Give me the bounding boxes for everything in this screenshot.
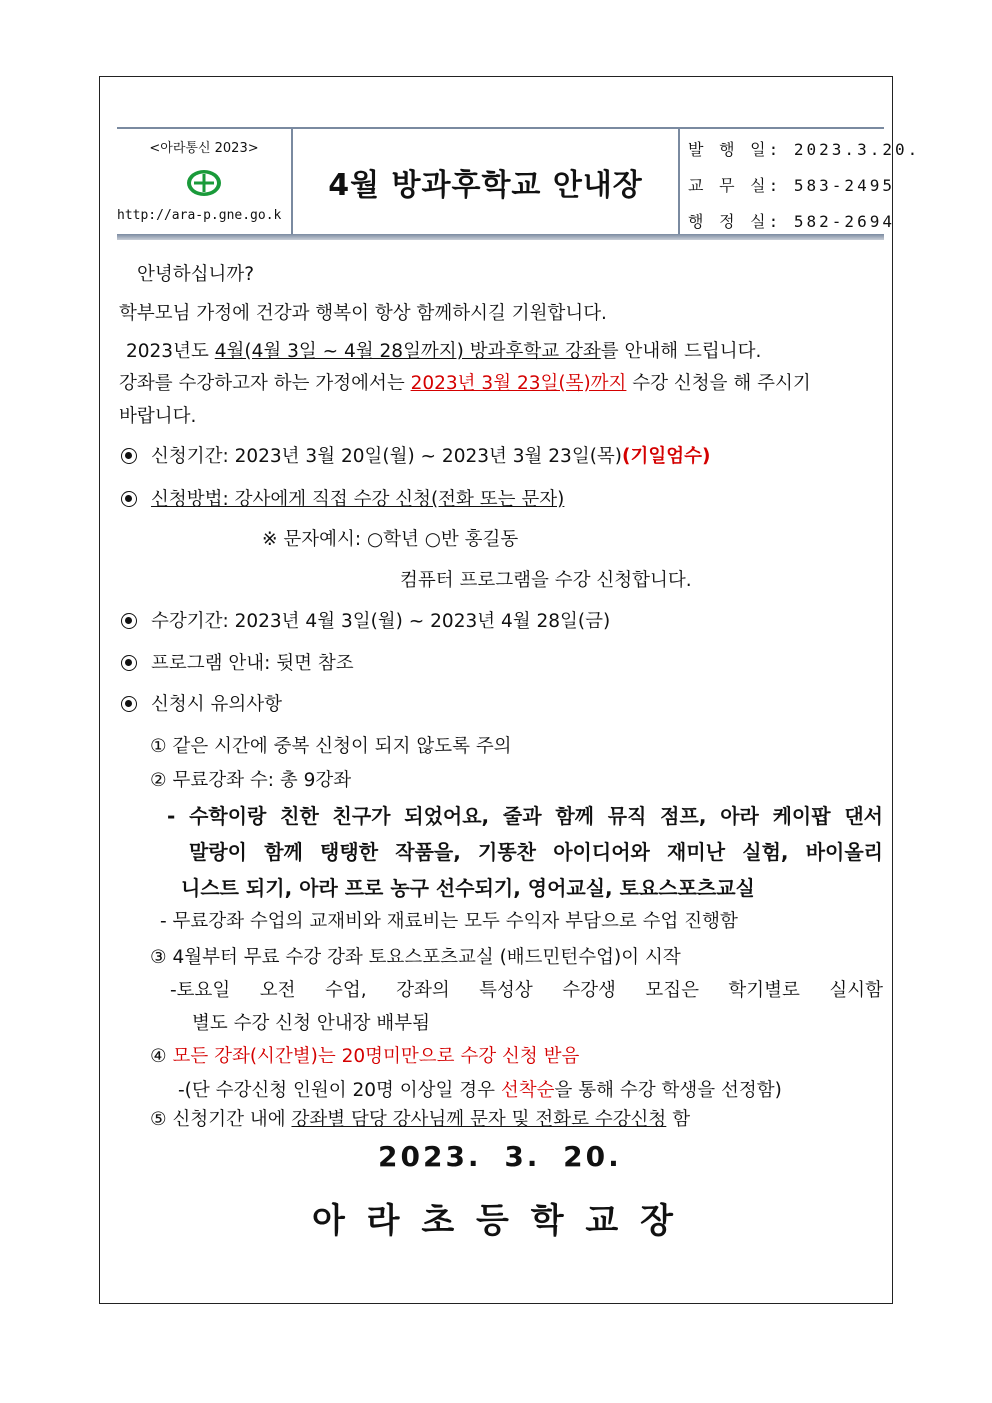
program-info-text: 프로그램 안내: 뒷면 참조 [151,653,354,674]
letterhead-left [117,129,293,234]
note-5: ⑤ 신청기간 내에 강좌별 담당 강사님께 문자 및 전화로 수강신청 함 [150,1109,691,1130]
bullet-icon [121,448,137,464]
intro-paragraph [126,337,761,363]
bullet-icon [121,613,137,629]
bullet-icon [121,655,137,671]
school-logo-icon [186,169,222,197]
newsletter-label: <아라통신 2023> [149,141,259,156]
note-3-detail-1: -토요일 오전 수업, 강좌의 특성상 수강생 모집은 학기별로 실시함 [170,980,883,1001]
admin-office-phone: 행 정 실: 582-2694 [688,212,895,231]
letterhead-title-cell [293,129,680,234]
free-courses-note: - 무료강좌 수업의 교재비와 재료비는 모두 수익자 부담으로 수업 진행함 [160,911,738,932]
free-courses-line-2: 말랑이 함께 탱탱한 작품을, 기똥찬 아이디어와 재미난 실험, 바이올리 [189,840,883,864]
note-2: ② 무료강좌 수: 총 9강좌 [150,770,352,791]
greeting: 안녕하십니까? [137,264,255,285]
letterhead-divider [117,234,884,240]
staff-room-phone: 교 무 실: 583-2495 [688,176,895,195]
method-text: 신청방법: 강사에게 직접 수강 신청(전화 또는 문자) [151,489,565,510]
note-5-highlight: 강좌별 담당 강사님께 문자 및 전화로 수강신청 [291,1109,667,1130]
program-info [121,649,354,675]
intro-pre: 2023년도 [126,341,215,362]
note-4 [150,1042,579,1068]
notes-title-text: 신청시 유의사항 [151,694,282,715]
course-period [121,607,610,633]
note-3-detail-2: 별도 수강 신청 안내장 배부됨 [192,1013,430,1034]
letterhead-info [680,129,921,234]
application-method [121,485,564,511]
period-strict: (기일엄수) [622,446,711,467]
issue-date-footer: 2023. 3. 20. [378,1140,622,1173]
free-courses-line-3: 니스트 되기, 아라 프로 농구 선수되기, 영어교실, 토요스포츠교실 [181,876,755,900]
request-end: 바랍니다. [119,406,197,427]
issue-date: 발 행 일: 2023.3.20. [688,140,921,159]
note-3: ③ 4월부터 무료 수강 강좌 토요스포츠교실 (배드민턴수업)이 시작 [150,947,681,968]
note-4-num: ④ [150,1046,173,1067]
course-period-text: 수강기간: 2023년 4월 3일(월) ~ 2023년 4월 28일(금) [151,611,611,632]
free-courses-line-1: - 수학이랑 친한 친구가 되었어요, 줄과 함께 뮤직 점프, 아라 케이팝 댄서 [167,804,883,828]
school-url[interactable]: http://ara-p.gne.go.k [117,208,282,223]
intro-post: 를 안내해 드립니다. [600,341,762,362]
intro-highlight: 4월(4월 3일 ~ 4월 28일까지) 방과후학교 강좌 [214,341,601,362]
principal-signature: 아 라 초 등 학 교 장 [312,1201,675,1241]
first-come-label: 선착순 [500,1080,555,1101]
application-period [121,442,710,468]
note-4-detail: -(단 수강신청 인원이 20명 이상일 경우 선착순을 통해 수강 학생을 선정함) [178,1080,782,1101]
request-paragraph [119,369,811,395]
bullet-icon [121,696,137,712]
period-text: 신청기간: 2023년 3월 20일(월) ~ 2023년 3월 23일(목) [151,446,623,467]
request-pre: 강좌를 수강하고자 하는 가정에서는 [119,373,411,394]
sms-example-1: ※ 문자예시: ○학년 ○반 홍길동 [262,529,519,550]
sms-example-2: 컴퓨터 프로그램을 수강 신청합니다. [400,570,692,591]
request-post: 수강 신청을 해 주시기 [626,373,811,394]
note-4-text: 모든 강좌(시간별)는 20명미만으로 수강 신청 받음 [172,1046,580,1067]
wish-paragraph: 학부모님 가정에 건강과 행복이 항상 함께하시길 기원합니다. [119,303,607,324]
request-deadline: 2023년 3월 23일(목)까지 [410,373,627,394]
document-title: 4월 방과후학교 안내장 [328,167,643,203]
note-1: ① 같은 시간에 중복 신청이 되지 않도록 주의 [150,736,512,757]
notes-title [121,690,282,716]
letterhead [117,127,921,237]
bullet-icon [121,491,137,507]
